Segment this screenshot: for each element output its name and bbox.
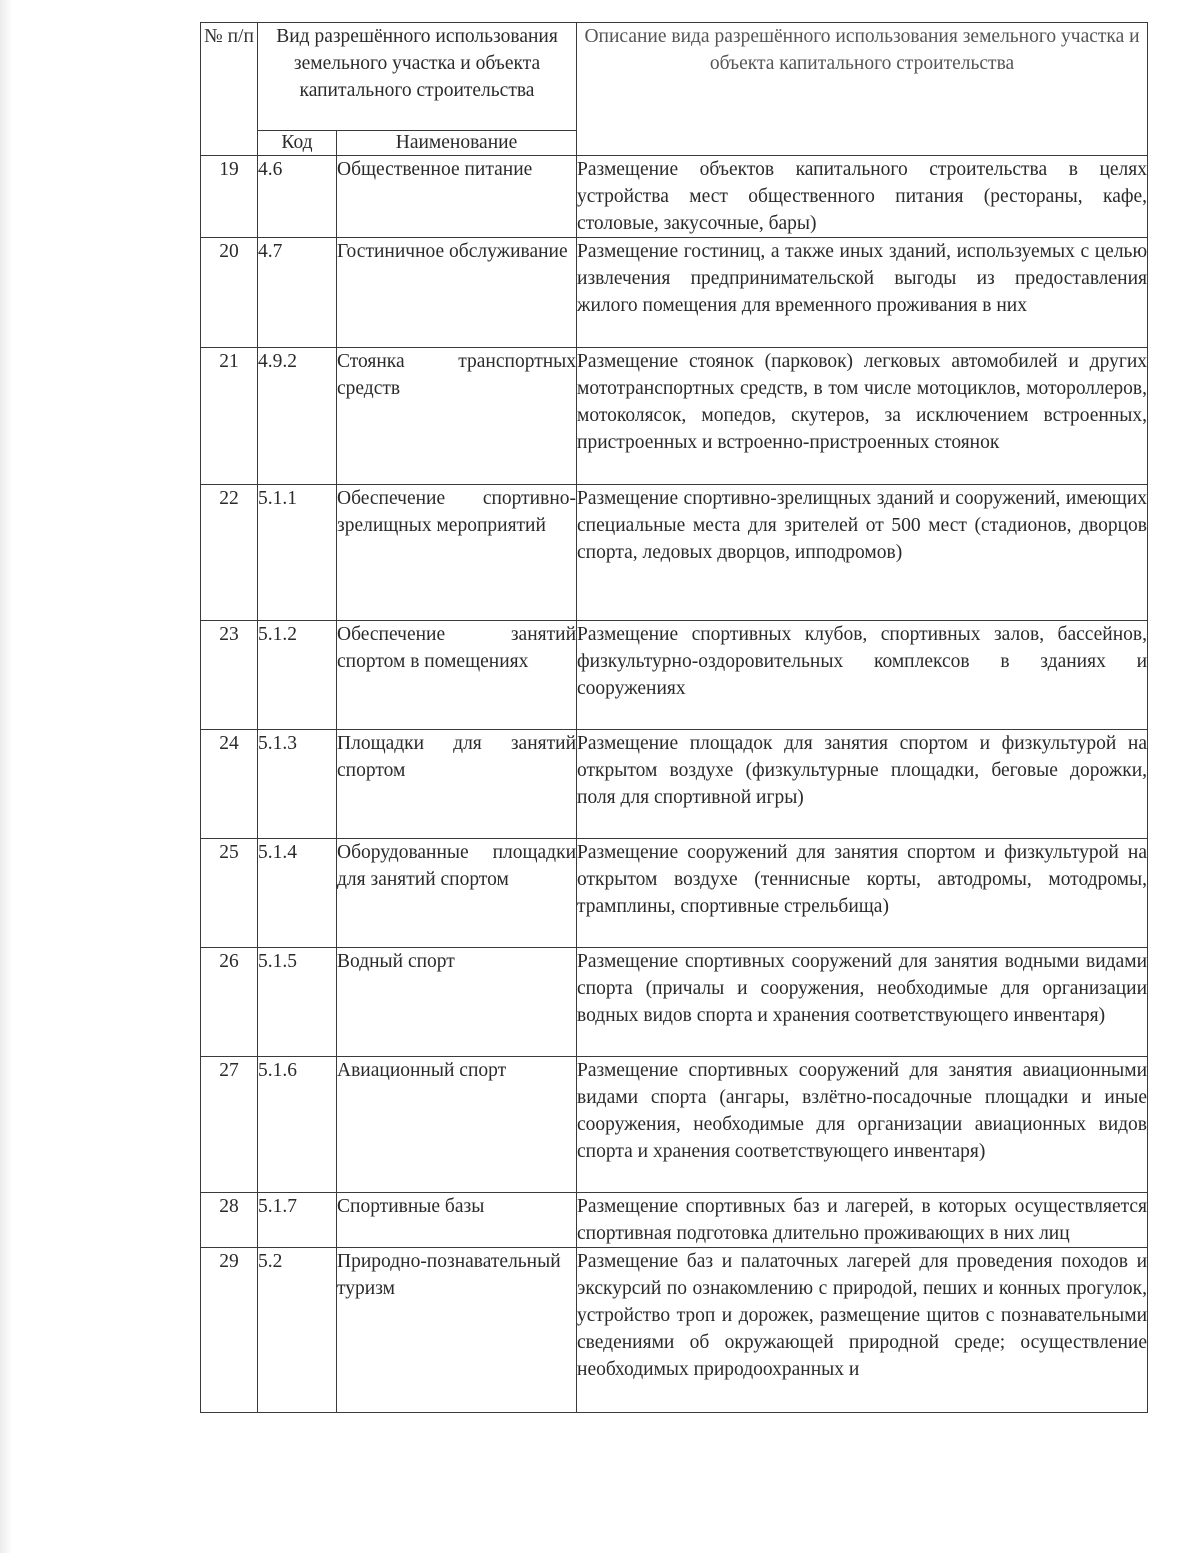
table-row	[201, 238, 1148, 348]
row-description: Размещение сооружений для занятия спортом и физкультурой на открытом воздухе (теннисные корты, автодромы, мотодромы, трамплины, спортивные стрельбища)	[577, 839, 1148, 948]
table-row	[201, 948, 1148, 1057]
row-name: Гостиничное обслуживание	[337, 238, 577, 348]
row-number: 23	[201, 621, 258, 730]
header-num: № п/п	[201, 23, 258, 156]
table-row	[201, 156, 1148, 238]
row-name: Общественное питание	[337, 156, 577, 238]
row-number: 20	[201, 238, 258, 348]
row-code: 4.7	[258, 238, 337, 348]
table-row	[201, 485, 1148, 621]
header-use-type: Вид разрешённого использования земельного участка и объекта капитального строительства	[258, 23, 577, 131]
row-description: Размещение спортивно-зрелищных зданий и сооружений, имеющих специальные места для зрителей от 500 мест (стадионов, дворцов спорта, ледовых дворцов, ипподромов)	[577, 485, 1148, 621]
row-code: 4.6	[258, 156, 337, 238]
table-row	[201, 1248, 1148, 1413]
table-row	[201, 348, 1148, 485]
row-code: 5.1.7	[258, 1193, 337, 1248]
header-description: Описание вида разрешённого использования земельного участка и объекта капитального строительства	[577, 23, 1148, 156]
row-description: Размещение площадок для занятия спортом и физкультурой на открытом воздухе (физкультурные площадки, беговые дорожки, поля для спортивной игры)	[577, 730, 1148, 839]
row-number: 26	[201, 948, 258, 1057]
row-name: Оборудованные площадки для занятий спортом	[337, 839, 577, 948]
table-row	[201, 1057, 1148, 1193]
row-description: Размещение спортивных сооружений для занятия водными видами спорта (причалы и сооружения, необходимые для организации водных видов спорта и хранения соответствующего инвентаря)	[577, 948, 1148, 1057]
header-row	[201, 23, 1148, 131]
table-row	[201, 621, 1148, 730]
row-description: Размещение гостиниц, а также иных зданий, используемых с целью извлечения предпринимательской выгоды из предоставления жилого помещения для временного проживания в них	[577, 238, 1148, 348]
row-name: Авиационный спорт	[337, 1057, 577, 1193]
row-number: 19	[201, 156, 258, 238]
row-code: 4.9.2	[258, 348, 337, 485]
row-code: 5.1.4	[258, 839, 337, 948]
row-name: Площадки для занятий спортом	[337, 730, 577, 839]
row-code: 5.1.2	[258, 621, 337, 730]
row-name: Стоянка транспортных средств	[337, 348, 577, 485]
row-number: 21	[201, 348, 258, 485]
row-number: 27	[201, 1057, 258, 1193]
row-name: Водный спорт	[337, 948, 577, 1057]
row-code: 5.1.5	[258, 948, 337, 1057]
row-name: Природно-познавательный туризм	[337, 1248, 577, 1413]
row-name: Спортивные базы	[337, 1193, 577, 1248]
row-name: Обеспечение спортивно-зрелищных мероприятий	[337, 485, 577, 621]
header-code: Код	[258, 131, 337, 156]
table-row	[201, 730, 1148, 839]
row-code: 5.1.6	[258, 1057, 337, 1193]
row-number: 28	[201, 1193, 258, 1248]
row-number: 29	[201, 1248, 258, 1413]
row-description: Размещение спортивных сооружений для занятия авиационными видами спорта (ангары, взлётно-посадочные площадки и иные сооружения, необходимые для организации авиационных видов спорта и хранения соответствующего инвентаря)	[577, 1057, 1148, 1193]
row-number: 22	[201, 485, 258, 621]
row-code: 5.1.3	[258, 730, 337, 839]
row-code: 5.2	[258, 1248, 337, 1413]
table-row	[201, 1193, 1148, 1248]
row-description: Размещение спортивных клубов, спортивных залов, бассейнов, физкультурно-оздоровительных комплексов в зданиях и сооружениях	[577, 621, 1148, 730]
row-code: 5.1.1	[258, 485, 337, 621]
table-body	[201, 156, 1148, 1413]
row-description: Размещение стоянок (парковок) легковых автомобилей и других мототранспортных средств, в том числе мотоциклов, мотороллеров, мотоколясок, мопедов, скутеров, за исключением встроенных, пристроенных и встроенно-пристроенных стоянок	[577, 348, 1148, 485]
row-number: 24	[201, 730, 258, 839]
scan-margin-shadow	[0, 0, 12, 1553]
row-description: Размещение объектов капитального строительства в целях устройства мест общественного питания (рестораны, кафе, столовые, закусочные, бары)	[577, 156, 1148, 238]
row-name: Обеспечение занятий спортом в помещениях	[337, 621, 577, 730]
row-description: Размещение спортивных баз и лагерей, в которых осуществляется спортивная подготовка длительно проживающих в них лиц	[577, 1193, 1148, 1248]
table-row	[201, 839, 1148, 948]
row-number: 25	[201, 839, 258, 948]
header-name: Наименование	[337, 131, 577, 156]
land-use-table	[200, 22, 1148, 1413]
row-description: Размещение баз и палаточных лагерей для проведения походов и экскурсий по ознакомлению с природой, пеших и конных прогулок, устройство троп и дорожек, размещение щитов с познавательными сведениями об окружающей природной среде; осуществление необходимых природоохранных и	[577, 1248, 1148, 1413]
